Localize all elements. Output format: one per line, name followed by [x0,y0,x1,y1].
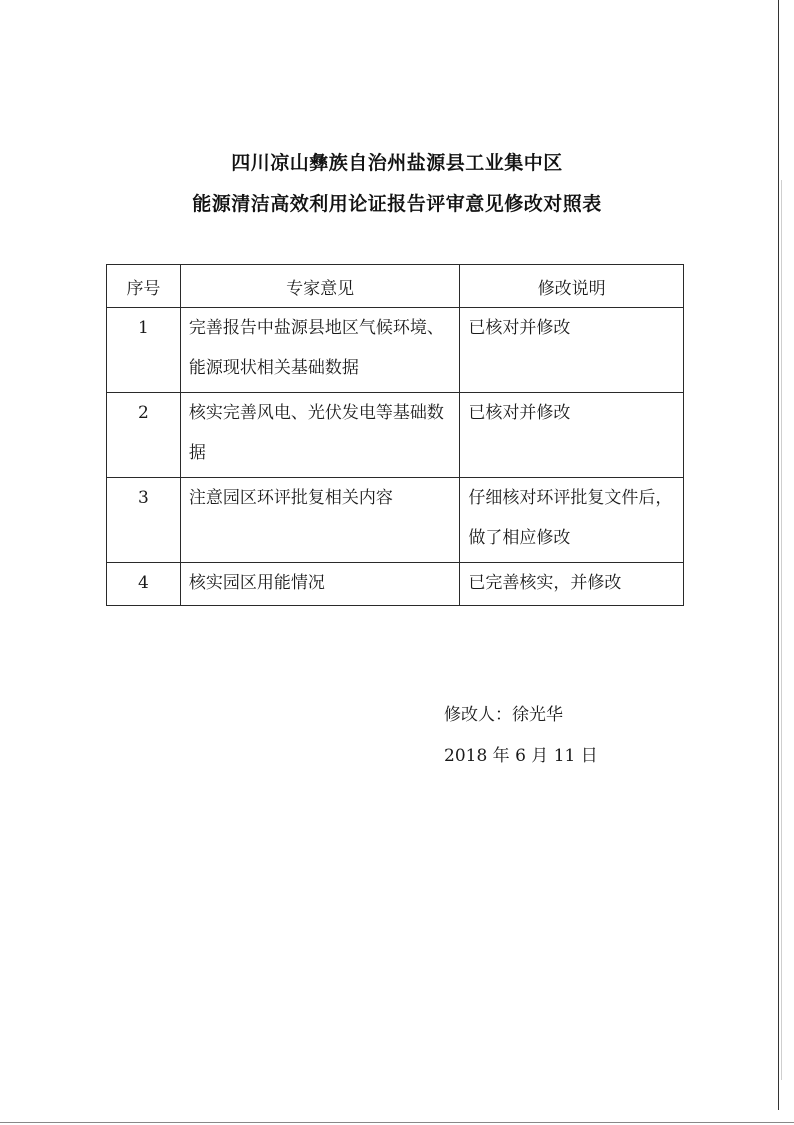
document-title-line-1: 四川凉山彝族自治州盐源县工业集中区 [231,152,563,174]
reviser-signature: 修改人：徐光华 [444,705,563,725]
row-expert-opinion: 核实完善风电、光伏发电等基础数据 [180,393,459,478]
row-serial-number: 1 [107,308,181,393]
document-title-line-2: 能源清洁高效利用论证报告评审意见修改对照表 [192,193,602,215]
row-expert-opinion: 核实园区用能情况 [180,563,459,606]
row-serial-number: 3 [107,478,181,563]
row-expert-opinion: 完善报告中盐源县地区气候环境、能源现状相关基础数据 [180,308,459,393]
table-row [107,308,684,393]
row-serial-number: 2 [107,393,181,478]
row-revision-description: 已完善核实，并修改 [460,563,684,606]
row-revision-description: 仔细核对环评批复文件后，做了相应修改 [460,478,684,563]
table-row [107,563,684,606]
row-revision-description: 已核对并修改 [460,393,684,478]
row-revision-description: 已核对并修改 [460,308,684,393]
row-expert-opinion: 注意园区环评批复相关内容 [180,478,459,563]
review-comparison-table [106,264,684,606]
table-row [107,478,684,563]
header-serial-number: 序号 [107,265,181,308]
page-bottom-edge [0,1122,794,1123]
header-expert-opinion: 专家意见 [180,265,459,308]
table-row [107,393,684,478]
row-serial-number: 4 [107,563,181,606]
revision-date: 2018 年 6 月 11 日 [444,746,598,766]
table-header-row [107,265,684,308]
header-revision-description: 修改说明 [460,265,684,308]
scan-edge-shadow [781,180,782,1080]
